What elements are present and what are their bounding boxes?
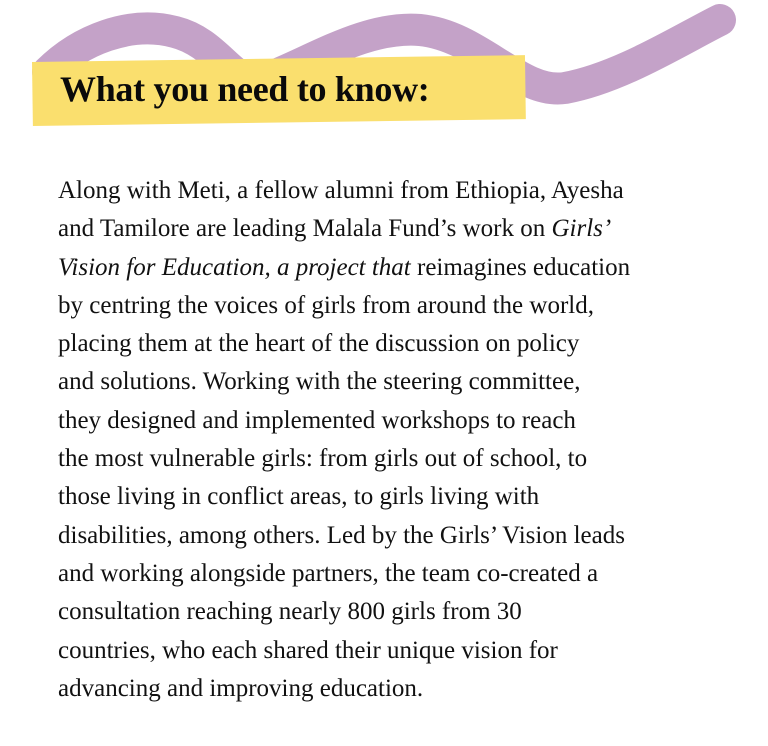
paragraph-line — [58, 210, 630, 248]
line-text: placing them at the heart of the discussion on policy — [58, 330, 580, 358]
line-text: and working alongside partners, the team co-created a — [58, 559, 599, 587]
paragraph-line — [58, 287, 630, 325]
line-text: those living in conflict areas, to girls living with — [58, 483, 540, 511]
body-paragraph — [58, 172, 630, 708]
line-text: the most vulnerable girls: from girls out of school, to — [58, 445, 588, 473]
line-text: by centring the voices of girls from around the world, — [58, 291, 594, 319]
paragraph-line — [58, 593, 630, 631]
paragraph-line — [58, 555, 630, 593]
line-text: reimagines education — [410, 253, 631, 281]
paragraph-line — [58, 478, 630, 516]
italic-text: Vision for Education, a project that — [58, 253, 411, 281]
paragraph-line — [58, 363, 630, 401]
paragraph-line — [58, 249, 630, 287]
paragraph-line — [58, 440, 630, 478]
paragraph-line — [58, 632, 630, 670]
line-text: and Tamilore are leading Malala Fund’s work on — [58, 215, 552, 243]
line-text: advancing and improving education. — [58, 674, 424, 702]
line-text: Along with Meti, a fellow alumni from Ethiopia, Ayesha — [58, 177, 624, 204]
line-text: disabilities, among others. Led by the Girls’ Vision leads — [58, 521, 625, 549]
line-text: consultation reaching nearly 800 girls from 30 — [58, 598, 522, 626]
line-text: and solutions. Working with the steering committee, — [58, 368, 581, 396]
paragraph-line — [58, 172, 630, 210]
line-text: they designed and implemented workshops to reach — [58, 406, 576, 434]
paragraph-line — [58, 670, 630, 708]
paragraph-line — [58, 325, 630, 363]
section-heading: What you need to know: — [60, 69, 430, 109]
paragraph-line — [58, 402, 630, 440]
line-text: countries, who each shared their unique vision for — [58, 636, 558, 664]
paragraph-line — [58, 517, 630, 555]
italic-text: Girls’ — [551, 215, 612, 243]
